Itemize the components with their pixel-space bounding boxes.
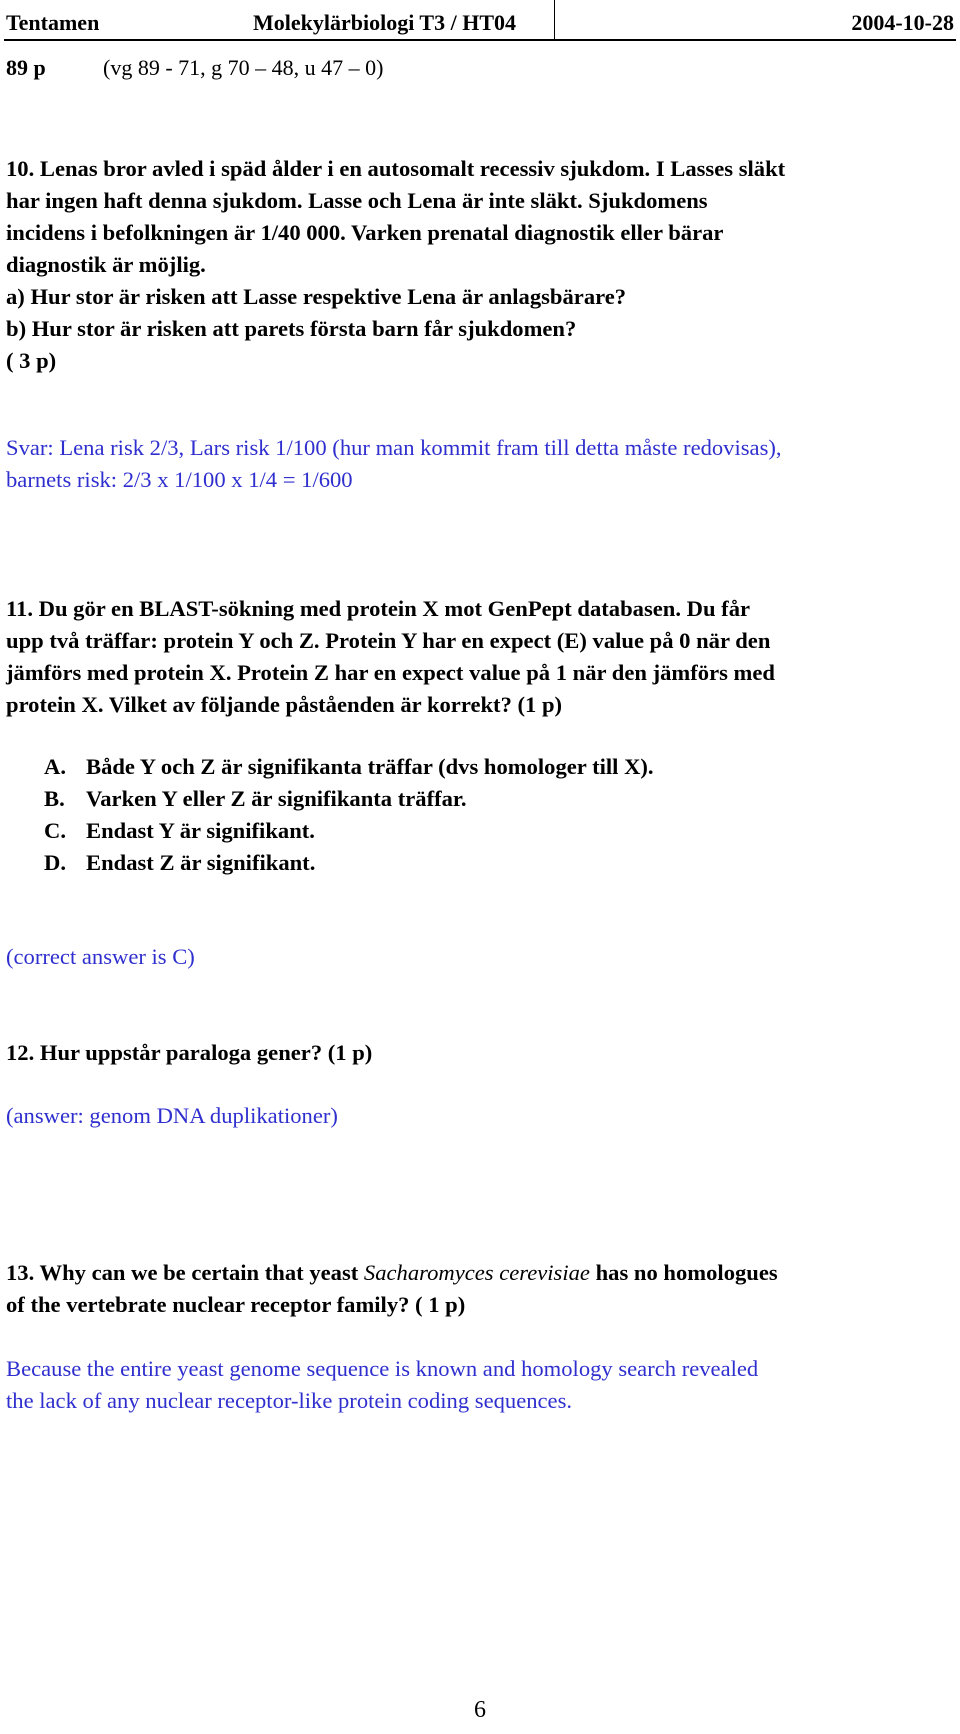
option-text: Varken Y eller Z är signifikanta träffar. (86, 786, 467, 811)
option-d (6, 847, 954, 879)
header-course: Molekylärbiologi T3 / HT04 (253, 10, 517, 35)
question-13 (6, 1257, 954, 1321)
question-11-options (6, 751, 954, 879)
option-letter: B. (44, 786, 65, 811)
header-rule-tick (554, 0, 555, 39)
grade-thresholds: (vg 89 - 71, g 70 – 48, u 47 – 0) (103, 55, 384, 80)
question-13-line-2: of the vertebrate nuclear receptor family? ( 1 p) (6, 1292, 466, 1317)
header-rule (4, 39, 956, 41)
answer-11: (correct answer is C) (6, 944, 195, 969)
option-b (6, 783, 954, 815)
page-number: 6 (474, 1697, 486, 1723)
option-c (6, 815, 954, 847)
header-title: Tentamen (6, 10, 100, 35)
answer-13: Because the entire yeast genome sequence is known and homology search revealed the lack of any nuclear receptor-like protein coding sequences. (6, 1356, 759, 1413)
option-letter: A. (44, 754, 66, 779)
option-text: Endast Z är signifikant. (86, 850, 316, 875)
header-date: 2004-10-28 (851, 10, 954, 35)
question-11: 11. Du gör en BLAST-sökning med protein X mot GenPept databasen. Du får upp två träffar: protein Y och Z. Protein Y har en expect (E) value på 0 när den jämförs med protein X. Protein Z har en expect value på 1 när den jämförs med protein X. Vilket av följande påståenden är korrekt? (1 p) (6, 596, 775, 717)
question-13-text-end: has no homologues (589, 1260, 778, 1285)
option-letter: D. (44, 850, 66, 875)
answer-10: Svar: Lena risk 2/3, Lars risk 1/100 (hur man kommit fram till detta måste redovisas), barnets risk: 2/3 x 1/100 x 1/4 = 1/600 (6, 435, 782, 492)
question-13-text-start: 13. Why can we be certain that yeast (6, 1260, 364, 1285)
option-text: Endast Y är signifikant. (86, 818, 315, 843)
question-10: 10. Lenas bror avled i späd ålder i en autosomalt recessiv sjukdom. I Lasses släkt har ingen haft denna sjukdom. Lasse och Lena är inte släkt. Sjukdomens incidens i befolkningen är 1/40 000. Varken prenatal diagnostik eller bärar diagnostik är möjlig. a) Hur stor är risken att Lasse respektive Lena är anlagsbärare? b) Hur stor är risken att parets första barn får sjukdomen? ( 3 p) (6, 156, 786, 373)
species-name: Sacharomyces cerevisiae (363, 1260, 590, 1285)
question-13-line-1 (6, 1257, 954, 1289)
option-text: Både Y och Z är signifikanta träffar (dvs homologer till X). (86, 754, 654, 779)
question-12: 12. Hur uppstår paraloga gener? (1 p) (6, 1040, 373, 1065)
total-points: 89 p (6, 55, 46, 80)
option-letter: C. (44, 818, 66, 843)
answer-12: (answer: genom DNA duplikationer) (6, 1103, 338, 1128)
option-a (6, 751, 954, 783)
